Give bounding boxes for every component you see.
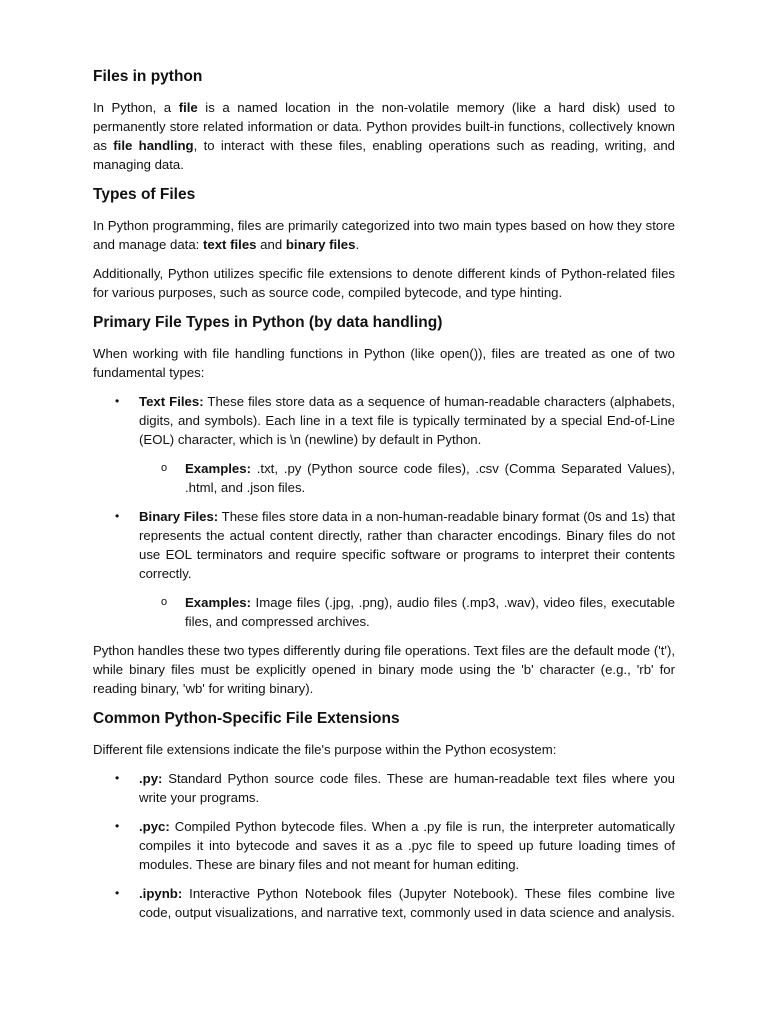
bullet-icon: • bbox=[115, 886, 120, 900]
intro-paragraph: In Python, a file is a named location in the non-volatile memory (like a hard disk) used to permanently store related information or data. Python provides built-in functions, collectively known as file handling, to interact with these files, enabling operations such as reading, writing, and managing data. bbox=[93, 100, 675, 172]
file-handling-term: file handling bbox=[113, 138, 194, 153]
circle-bullet-icon: o bbox=[161, 596, 168, 608]
examples-label: Examples: bbox=[185, 461, 251, 476]
sub-list-item bbox=[139, 459, 675, 497]
item-label: .py: bbox=[139, 771, 163, 786]
primary-intro: When working with file handling functions in Python (like open()), files are treated as one of two fundamental types: bbox=[93, 346, 675, 380]
examples-label: Examples: bbox=[185, 595, 251, 610]
sub-list bbox=[139, 459, 675, 497]
item-text: These files store data as a sequence of human-readable characters (alphabets, digits, and symbols). Each line in a text file is typically terminated by a special End-of-Line (EOL) character, which is \n (newline) by default in Python. bbox=[139, 394, 675, 447]
file-term: file bbox=[178, 100, 198, 115]
primary-heading: Primary File Types in Python (by data handling) bbox=[93, 314, 443, 331]
types-heading: Types of Files bbox=[93, 186, 196, 203]
text-files-term: text files bbox=[202, 237, 257, 252]
list-item bbox=[93, 769, 675, 807]
circle-bullet-icon: o bbox=[161, 462, 168, 474]
list-item bbox=[93, 392, 675, 497]
list-item bbox=[93, 817, 675, 874]
bullet-icon: • bbox=[115, 394, 120, 408]
primary-closing: Python handles these two types differently during file operations. Text files are the default mode ('t'), while binary files must be explicitly opened in binary mode using the 'b' character (e.g., 'rb' for reading binary, 'wb' for writing binary). bbox=[93, 643, 675, 696]
item-label: Binary Files: bbox=[139, 509, 219, 524]
primary-list bbox=[93, 392, 675, 631]
item-label: Text Files: bbox=[139, 394, 204, 409]
extensions-heading: Common Python-Specific File Extensions bbox=[93, 710, 400, 727]
bullet-icon: • bbox=[115, 771, 120, 785]
item-text: Compiled Python bytecode files. When a .py file is run, the interpreter automatically compiles it into bytecode and saves it as a .pyc file to speed up future loading times of modules. These are binary files and not meant for human editing. bbox=[139, 819, 675, 872]
extensions-list bbox=[93, 769, 675, 922]
item-text: These files store data in a non-human-readable binary format (0s and 1s) that represents the actual content directly, rather than character encodings. Binary files do not use EOL terminators and require specific software or programs to interpret their contents correctly. bbox=[139, 509, 675, 581]
page-title: Files in python bbox=[93, 68, 203, 85]
types-paragraph-1: In Python programming, files are primarily categorized into two main types based on how they store and manage data: text files and binary files. bbox=[93, 218, 675, 252]
list-item bbox=[93, 884, 675, 922]
item-text: Interactive Python Notebook files (Jupyter Notebook). These files combine live code, output visualizations, and narrative text, commonly used in data science and analysis. bbox=[139, 886, 675, 920]
sub-list-item bbox=[139, 593, 675, 631]
item-label: .ipynb: bbox=[139, 886, 183, 901]
extensions-intro: Different file extensions indicate the file's purpose within the Python ecosystem: bbox=[93, 742, 557, 757]
examples-text: .txt, .py (Python source code files), .csv (Comma Separated Values), .html, and .json files. bbox=[185, 461, 675, 495]
bullet-icon: • bbox=[115, 819, 120, 833]
list-item bbox=[93, 507, 675, 631]
types-paragraph-2: Additionally, Python utilizes specific file extensions to denote different kinds of Python-related files for various purposes, such as source code, compiled bytecode, and type hinting. bbox=[93, 266, 675, 300]
bullet-icon: • bbox=[115, 509, 120, 523]
item-text: Standard Python source code files. These are human-readable text files where you write your programs. bbox=[139, 771, 675, 805]
binary-files-term: binary files bbox=[285, 237, 356, 252]
sub-list bbox=[139, 593, 675, 631]
examples-text: Image files (.jpg, .png), audio files (.mp3, .wav), video files, executable files, and compressed archives. bbox=[185, 595, 675, 629]
item-label: .pyc: bbox=[139, 819, 170, 834]
